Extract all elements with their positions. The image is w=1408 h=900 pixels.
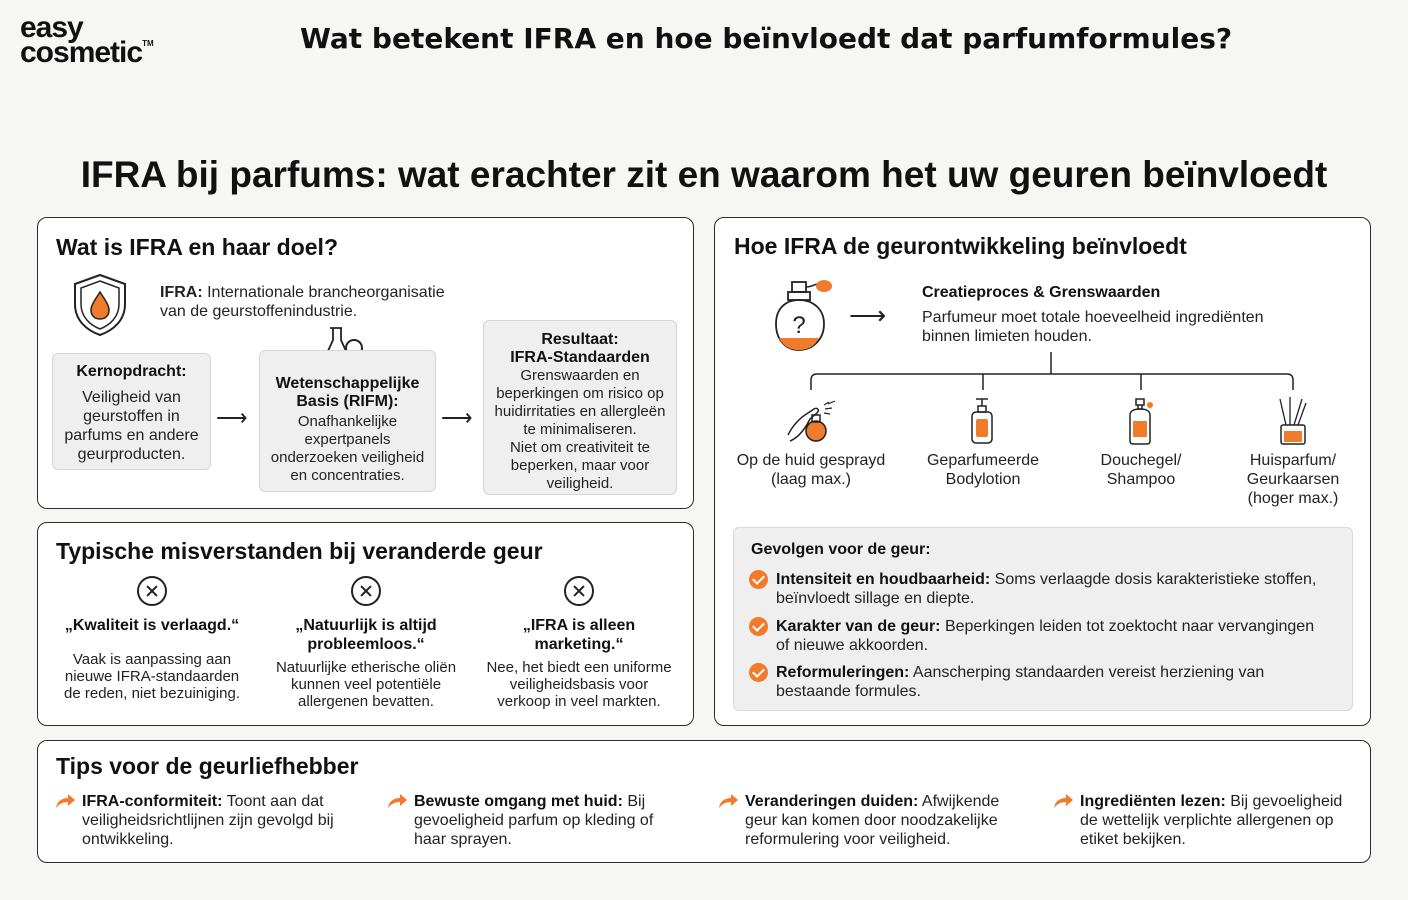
ifra-text-2: van de geurstoffenindustrie. <box>160 303 358 320</box>
result-line: veiligheid. <box>546 475 614 492</box>
logo-line-2: cosmetic <box>20 35 143 69</box>
tip-label: Veranderingen duiden: <box>745 793 919 810</box>
misconception-quote: „Kwaliteit is verlaagd.“ <box>64 617 240 634</box>
misconception-quote: marketing.“ <box>534 636 624 653</box>
check-circle-icon <box>749 663 768 682</box>
process-text-2: binnen limieten houden. <box>922 328 1092 345</box>
tip-text: Afwijkende <box>918 793 1000 810</box>
tip-text: reformulering voor veiligheid. <box>745 831 951 848</box>
tip-text: gevoeligheid parfum op kleding of <box>414 812 654 829</box>
misconception-desc-line: allergenen bevatten. <box>298 693 434 710</box>
consequences-title: Gevolgen voor de geur: <box>751 541 931 558</box>
core-mission-line: geurproducten. <box>77 446 186 463</box>
curved-arrow-icon <box>1052 793 1074 809</box>
misconception-item <box>52 576 252 702</box>
consequence-text: bestaande formules. <box>776 683 921 700</box>
shield-drop-icon <box>70 272 130 338</box>
result-line: beperkingen om risico op <box>496 385 664 402</box>
lotion-bottle-icon <box>968 397 998 445</box>
result-line: beperken, maar voor <box>510 457 650 474</box>
curved-arrow-icon <box>54 793 76 809</box>
core-mission-line: geurstoffen in <box>83 408 180 425</box>
consequence-label: Karakter van de geur: <box>776 618 941 635</box>
misconception-item <box>266 576 466 710</box>
consequence-text: Beperkingen leiden tot zoektocht naar vervangingen <box>940 618 1315 635</box>
consequence-label: Intensiteit en houdbaarheid: <box>776 571 991 588</box>
tip-text: etiket bekijken. <box>1080 831 1186 848</box>
product-shower-gel <box>1056 397 1226 489</box>
scientific-basis-line: en concentraties. <box>290 467 405 484</box>
header-title: Wat betekent IFRA en hoe beïnvloedt dat parfumformules? <box>300 22 1233 55</box>
reed-diffuser-icon <box>1276 397 1310 445</box>
product-label: (laag max.) <box>770 471 852 488</box>
product-label: Bodylotion <box>945 471 1021 488</box>
consequence-item <box>776 663 1346 701</box>
tip-item <box>82 792 382 849</box>
spray-hand-icon <box>782 397 840 445</box>
product-skin-spray <box>726 397 896 489</box>
perfume-question-icon <box>768 276 838 354</box>
svg-text:?: ? <box>792 312 806 339</box>
result-title: IFRA-Standaarden <box>510 349 650 366</box>
misconception-desc-line: Natuurlijke etherische oliën <box>275 659 457 676</box>
core-mission-line: parfums en andere <box>64 427 199 444</box>
misconception-desc <box>479 659 679 710</box>
scientific-basis-line: expertpanels <box>304 431 391 448</box>
flow-arrow: ⟶ <box>216 405 248 430</box>
tip-text: haar sprayen. <box>414 831 512 848</box>
tip-label: Bewuste omgang met huid: <box>414 793 623 810</box>
result-line: Grenswaarden en <box>520 367 640 384</box>
tip-text: geur kan komen door noodzakelijke <box>745 812 998 829</box>
consequence-text: beïnvloedt sillage en diepte. <box>776 590 975 607</box>
misconception-desc-line: de reden, niet bezuiniging. <box>64 685 240 702</box>
tip-text: Toont aan dat <box>222 793 324 810</box>
process-text-1: Parfumeur moet totale hoeveelheid ingrediënten <box>922 309 1264 326</box>
product-bodylotion <box>898 397 1068 489</box>
shampoo-bottle-icon <box>1124 397 1158 445</box>
misconception-desc-line: Nee, het biedt een uniforme <box>486 659 672 676</box>
tip-label: IFRA-conformiteit: <box>82 793 223 810</box>
scientific-basis-line: onderzoeken veiligheid <box>270 449 425 466</box>
scientific-basis-box <box>259 350 436 492</box>
misconception-item <box>479 576 679 710</box>
tip-item <box>414 792 704 849</box>
product-label: Geparfumeerde <box>926 452 1040 469</box>
scientific-basis-line: Onafhankelijke <box>297 413 398 430</box>
product-label: Douchegel/ <box>1100 452 1182 469</box>
flow-arrow: ⟶ <box>441 405 473 430</box>
misconception-desc-line: veiligheidsbasis voor <box>509 676 649 693</box>
x-circle-icon <box>137 576 167 606</box>
process-title: Creatieproces & Grenswaarden <box>922 284 1161 301</box>
misconception-desc-line: kunnen veel potentiële <box>290 676 442 693</box>
tip-label: Ingrediënten lezen: <box>1080 793 1226 810</box>
ifra-label: IFRA: <box>160 284 203 301</box>
misconceptions-title: Typische misverstanden bij veranderde geur <box>56 538 543 564</box>
result-line: Niet om creativiteit te <box>509 439 651 456</box>
ifra-text-1: Internationale brancheorganisatie <box>202 284 445 301</box>
misconception-desc <box>266 659 466 710</box>
scientific-basis-title: Wetenschappelijke <box>275 375 420 392</box>
page-title: IFRA bij parfums: wat erachter zit en waarom het uw geuren beïnvloedt <box>80 154 1328 195</box>
tips-card <box>37 740 1371 863</box>
tip-item <box>745 792 1045 849</box>
consequence-item <box>776 570 1346 608</box>
logo-line-1: easy <box>20 11 83 44</box>
consequences-panel <box>733 527 1353 711</box>
tip-text: Bij gevoeligheid <box>1225 793 1343 810</box>
tip-text: veiligheidsrichtlijnen zijn gevolgd bij <box>82 812 334 829</box>
result-line: huidirritaties en allergleën <box>494 403 666 420</box>
misconception-quote: probleemloos.“ <box>307 636 425 653</box>
consequence-item <box>776 617 1346 655</box>
product-label: Huisparfum/ <box>1249 452 1337 469</box>
x-circle-icon <box>351 576 381 606</box>
tip-text: Bij <box>622 793 646 810</box>
result-box <box>483 320 677 495</box>
tip-item <box>1080 792 1365 849</box>
check-circle-icon <box>749 617 768 636</box>
curved-arrow-icon <box>717 793 739 809</box>
curved-arrow-icon <box>386 793 408 809</box>
brand-logo <box>20 11 154 69</box>
core-mission-box <box>52 353 211 470</box>
tip-text: de wettelijk verplichte allergenen op <box>1080 812 1334 829</box>
tip-text: ontwikkeling. <box>82 831 174 848</box>
scientific-basis-title: Basis (RIFM): <box>296 393 399 410</box>
influence-title: Hoe IFRA de geurontwikkeling beïnvloedt <box>734 233 1187 259</box>
misconception-quote: „Natuurlijk is altijd <box>295 617 437 634</box>
x-circle-icon <box>564 576 594 606</box>
consequence-text: Soms verlaagde dosis karakteristieke stoffen, <box>990 571 1317 588</box>
what-is-ifra-title: Wat is IFRA en haar doel? <box>56 234 338 260</box>
result-line: te minimaliseren. <box>523 421 637 438</box>
result-title: Resultaat: <box>541 331 619 348</box>
misconceptions-card <box>37 522 694 726</box>
product-label: Geurkaarsen <box>1246 471 1340 488</box>
tips-title: Tips voor de geurliefhebber <box>56 753 359 779</box>
product-label: Shampoo <box>1106 471 1176 488</box>
what-is-ifra-card <box>37 217 694 509</box>
consequence-label: Reformuleringen: <box>776 664 910 681</box>
product-home-fragrance <box>1208 397 1378 508</box>
consequence-text: of nieuwe akkoorden. <box>776 637 929 654</box>
misconception-desc <box>52 651 252 702</box>
logo-tm: TM <box>142 38 154 48</box>
core-mission-title: Kernopdracht: <box>76 363 187 380</box>
core-mission-line: Veiligheid van <box>82 389 181 406</box>
misconception-desc-line: verkoop in veel markten. <box>497 693 661 710</box>
misconception-desc-line: nieuwe IFRA-standaarden <box>64 668 240 685</box>
product-label: (hoger max.) <box>1247 490 1339 507</box>
consequence-text: Aanscherping standaarden vereist herziening van <box>909 664 1265 681</box>
ifra-definition <box>160 283 445 321</box>
product-label: Op de huid gesprayd <box>736 452 886 469</box>
check-circle-icon <box>749 570 768 589</box>
misconception-desc-line: Vaak is aanpassing aan <box>72 651 232 668</box>
misconception-quote: „IFRA is alleen <box>522 617 636 634</box>
process-arrow: ⟶ <box>849 300 887 330</box>
branch-connector <box>805 352 1305 392</box>
